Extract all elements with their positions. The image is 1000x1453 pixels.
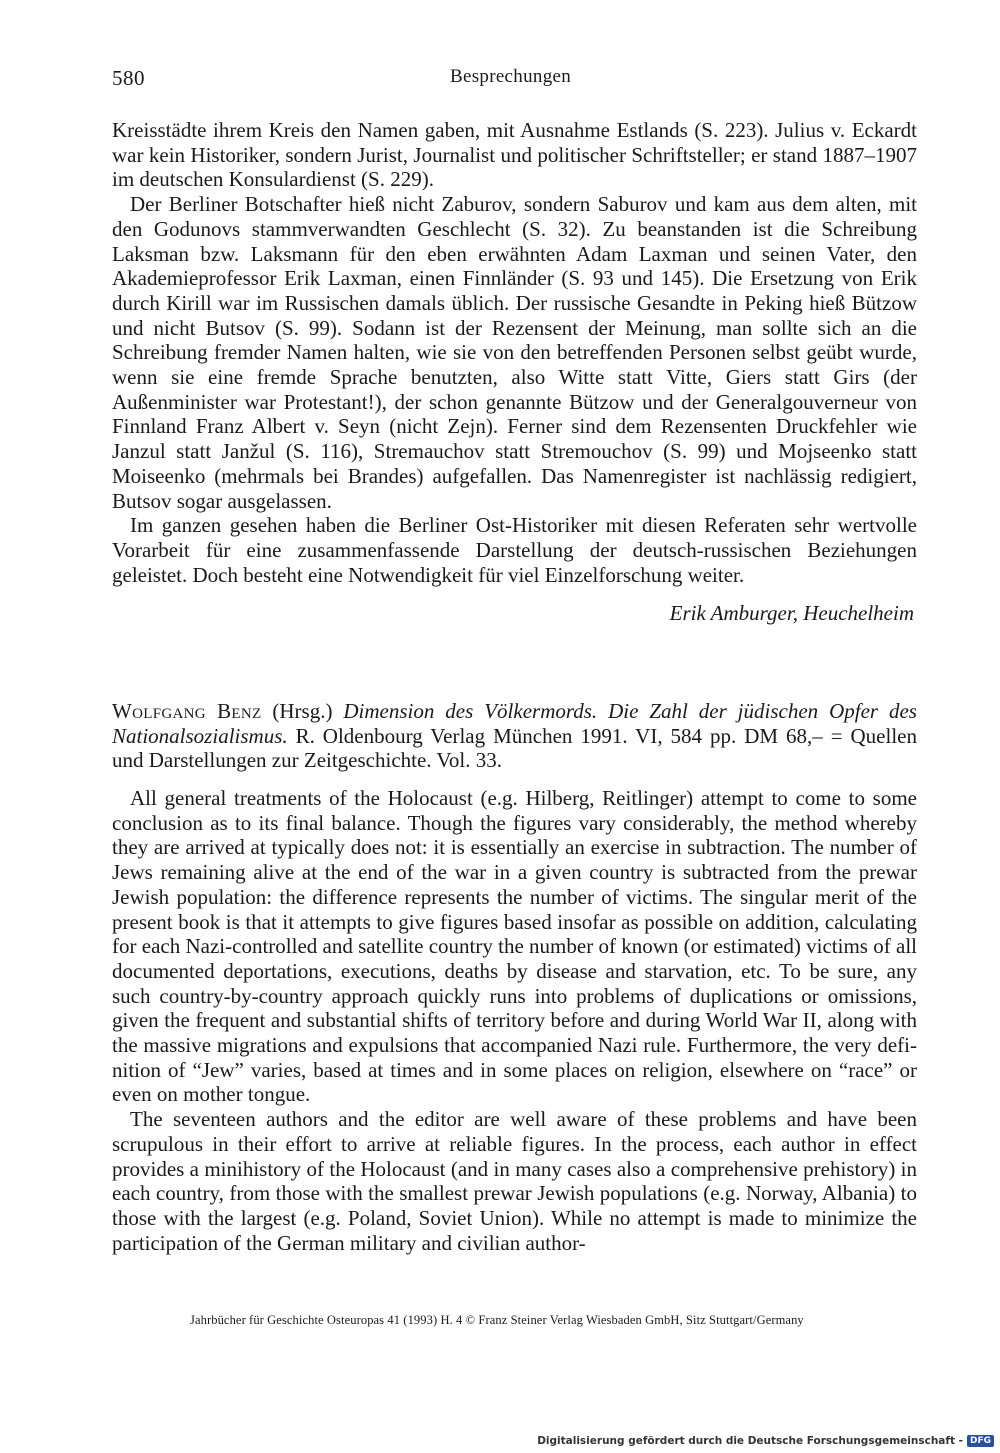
publication-details: R. Oldenbourg Verlag München 1991. VI, 584 pp. DM 68,– = Quellen und Darstellungen zur Zeitgeschichte. Vol. 33. [112, 723, 917, 773]
book-title: Dimension des Völkermords. Die Zahl der jüdischen Opfer des Nationalsozialismus. [112, 699, 917, 748]
digitization-notice [537, 1435, 994, 1447]
paragraph: All general treatments of the Holocaust (e.g. Hilberg, Reitlinger) attempt to come to some conclusion as to its final balance. Though the figures vary considerably, the method whereby they are arrived at typically does not: it is essentially an exercise in subtraction. The number of Jews remaining alive at the end of the war in a given country is subtracted from the prewar Jewish population: the difference represents the number of victims. The singular merit of the present book is that it attempts to give figures based insofar as possible on addition, calculating for each Nazi-controlled and satellite country the number of known (or estimated) victims of all documented deportations, executions, deaths by disease and starvation, etc. To be sure, any such country-by-country approach quickly runs into problems of duplications or omissions, given the frequent and substantial shifts of territory before and during World War II, along with the massive migrations and expulsions that accompanied Nazi rule. Furthermore, the very definition of “Jew” varies, based at times and in some places on religion, elsewhere on “race” or even on mother tongue. [112, 786, 917, 1107]
journal-footer: Jahrbücher für Geschichte Osteuropas 41 (1993) H. 4 © Franz Steiner Verlag Wiesbaden GmbH, Sitz Stuttgart/Germany [190, 1313, 804, 1327]
book-author: Wolfgang Benz [112, 699, 262, 723]
paragraph: Kreisstädte ihrem Kreis den Namen gaben, mit Ausnahme Estlands (S. 223). Julius v. Eckardt war kein Historiker, sondern Jurist, Journalist und politischer Schriftsteller; er stand 1887–1907 im deutschen Konsulardienst (S. 229). [112, 118, 917, 192]
reviewer-signature: Erik Amburger, Heuchelheim [669, 601, 914, 625]
running-head: Besprechungen [450, 66, 572, 87]
dfg-logo: DFG [967, 1435, 994, 1447]
editor-note: (Hrsg.) [261, 699, 344, 723]
review-2-body [112, 786, 917, 1255]
paragraph: The seventeen authors and the editor are well aware of these problems and have been scrupulous in their effort to arrive at reliable figures. In the process, each author in effect provides a minihistory of the Holocaust (and in many cases also a comprehensive prehistory) in each country, from those with the smallest prewar Jewish populations (e.g. Norway, Albania) to those with the largest (e.g. Poland, Soviet Union). While no attempt is made to minimize the participation of the German military and civilian author- [112, 1107, 917, 1255]
bibliographic-entry [112, 699, 917, 773]
paragraph: Im ganzen gesehen haben die Berliner Ost-Historiker mit diesen Referaten sehr wertvolle Vorarbeit für eine zusammenfassende Darstellung der deutsch-russischen Beziehungen geleistet. Doch besteht eine Notwendigkeit für viel Einzelforschung weiter. [112, 513, 917, 587]
page-number: 580 [112, 66, 145, 90]
paragraph: Der Berliner Botschafter hieß nicht Zaburov, sondern Saburov und kam aus dem alten, mit den Godunovs stammverwandten Geschlecht (S. 32). Zu beanstanden ist die Schreibung Laksman bzw. Laksmann für den eben erwähnten Adam Laxman und seinen Vater, den Akademieprofessor Erik Laxman, einen Finnländer (S. 93 und 145). Die Ersetzung von Erik durch Kirill war im Russischen damals üblich. Der russische Gesandte in Peking hieß Bützow und nicht Butsov (S. 99). Sodann ist der Rezensent der Meinung, man sollte sich an die Schreibung fremder Namen halten, wie sie von den betreffenden Personen selbst geübt wurde, wenn sie eine fremde Sprache benutzten, also Witte statt Vitte, Giers statt Girs (der Außenminister war Protestant!), der schon genannte Bützow und der Generalgouverneur von Finnland Franz Albert v. Seyn (nicht Zejn). Ferner sind dem Rezensenten Druckfehler wie Janzul statt Janžul (S. 116), Stremauchov statt Stremouchov (S. 99) und Mojseenko statt Moiseenko (mehrmals bei Brandes) aufgefallen. Das Namenregister ist nachlässig redigiert, Butsov sogar ausgelassen. [112, 192, 917, 513]
review-1-body [112, 118, 917, 587]
digitization-text: Digitalisierung gefördert durch die Deutsche Forschungsgemeinschaft - [537, 1435, 963, 1447]
